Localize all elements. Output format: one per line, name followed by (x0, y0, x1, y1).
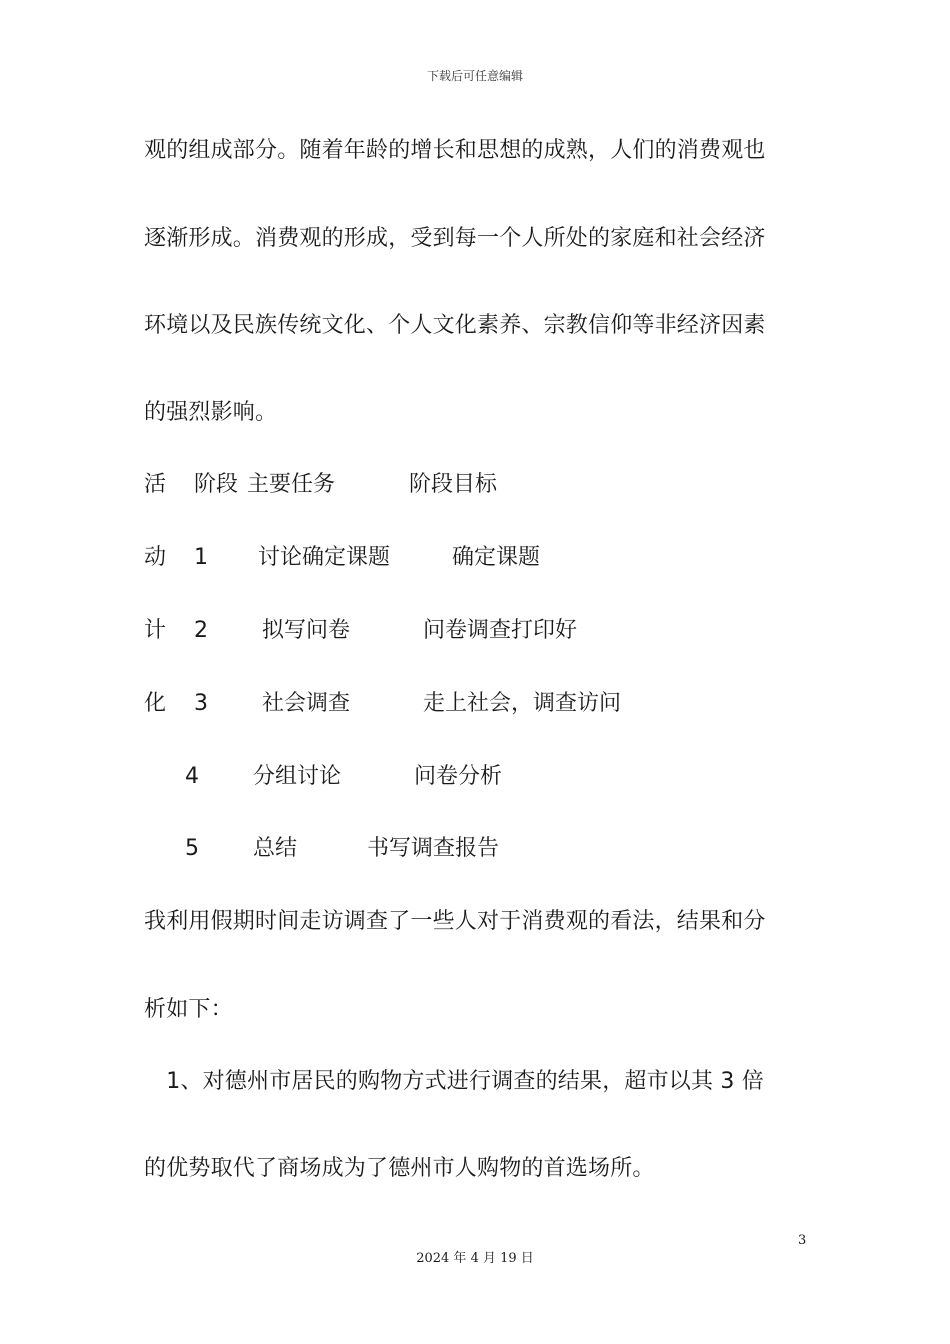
paragraph-line: 的强烈影响。 (144, 400, 278, 425)
plan-row-task: 社会调查 (262, 691, 351, 716)
paragraph-line: 我利用假期时间走访调查了一些人对于消费观的看法，结果和分 (144, 909, 766, 934)
plan-row-task: 分组讨论 (253, 764, 342, 789)
plan-side-label-char: 动 (144, 545, 167, 570)
plan-row-goal: 书写调查报告 (367, 836, 500, 861)
paragraph-line: 观的组成部分。随着年龄的增长和思想的成熟，人们的消费观也 (144, 138, 766, 163)
plan-row-goal: 走上社会，调查访问 (423, 691, 622, 716)
paragraph-line: 的优势取代了商场成为了德州市人购物的首选场所。 (144, 1156, 655, 1181)
page-header: 下载后可任意编辑 (426, 69, 523, 83)
paragraph-line: 环境以及民族传统文化、个人文化素养、宗教信仰等非经济因素 (144, 313, 766, 338)
plan-row-stage: 2 (194, 618, 208, 643)
paragraph-line: 1、对德州市居民的购物方式进行调查的结果，超市以其 3 倍 (144, 1069, 764, 1094)
plan-header-task: 主要任务 (247, 472, 336, 497)
plan-side-label-char: 化 (144, 691, 167, 716)
plan-header-goal: 阶段目标 (409, 472, 498, 497)
plan-row-goal: 问卷分析 (414, 764, 503, 789)
page-footer-date: 2024 年 4 月 19 日 (416, 1251, 534, 1266)
plan-row-stage: 4 (185, 764, 199, 789)
plan-row-stage: 3 (194, 691, 208, 716)
plan-header-stage: 阶段 (194, 472, 239, 497)
plan-row-task: 讨论确定课题 (258, 545, 391, 570)
page-number: 3 (798, 1233, 807, 1248)
plan-row-stage: 5 (185, 836, 199, 861)
plan-side-label-char: 活 (144, 472, 167, 497)
paragraph-line: 逐渐形成。消费观的形成，受到每一个人所处的家庭和社会经济 (144, 226, 766, 251)
plan-row-stage: 1 (194, 545, 208, 570)
plan-side-label-char: 计 (144, 618, 167, 643)
paragraph-line: 析如下： (144, 997, 233, 1022)
plan-row-task: 拟写问卷 (262, 618, 351, 643)
plan-row-goal: 确定课题 (452, 545, 541, 570)
plan-row-task: 总结 (253, 836, 298, 861)
plan-row-goal: 问卷调查打印好 (423, 618, 578, 643)
